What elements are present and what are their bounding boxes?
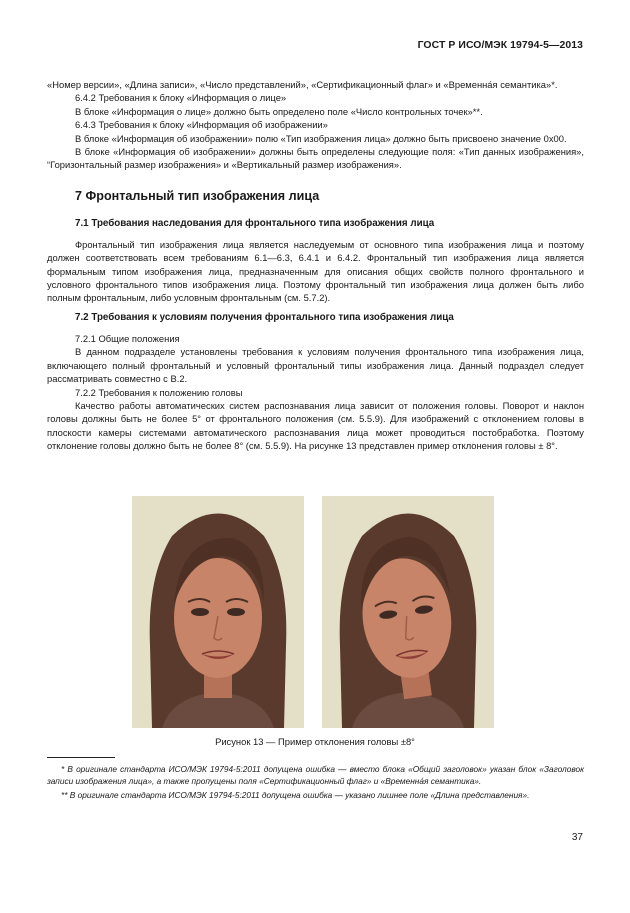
footnotes <box>47 763 584 803</box>
paragraph: В данном подразделе установлены требования к условиям получения фронтального типа изображения лица, включающего полный фронтальный и условный фронтальный типы изображения лица. Данный подраздел следует рассматривать совместно с В.2. <box>47 346 584 385</box>
subsection-7-1-heading: 7.1 Требования наследования для фронтального типа изображения лица <box>75 217 435 229</box>
face-photo-right-illustration <box>322 496 494 728</box>
face-photo-left-illustration <box>132 496 304 728</box>
footnote-1: * В оригинале стандарта ИСО/МЭК 19794-5:2011 допущена ошибка — вместо блока «Общий заголовок» указан блок «Заголовок записи изображения лица», а также пропущены поля «Сертификационный флаг» и «Временна́я семантика». <box>47 764 584 786</box>
footnote-separator <box>47 757 115 758</box>
paragraph: В блоке «Информация об изображении» полю «Тип изображения лица» должно быть присвоено значение 0x00. <box>75 132 567 144</box>
clause-6-4-2-title: 6.4.2 Требования к блоку «Информация о лице» <box>75 92 287 104</box>
section-7-heading: 7 Фронтальный тип изображения лица <box>75 188 320 203</box>
running-header: ГОСТ Р ИСО/МЭК 19794-5—2013 <box>417 40 583 51</box>
clause-7-2-1-title: 7.2.1 Общие положения <box>75 332 180 344</box>
clause-6-4-3-title: 6.4.3 Требования к блоку «Информация об изображении» <box>75 119 328 131</box>
page-number: 37 <box>571 832 583 843</box>
paragraph: Качество работы автоматических систем распознавания лица зависит от положения головы. Поворот и наклон головы должны быть не более 5° от фронтального положения (см. 5.5.9). Для изображений с отклонением головы в плоскости камеры системами автоматического распознавания лица может проводиться постобработка. Поэтому отклонение головы должно быть не более 8° (см. 5.5.9). На рисунке 13 представлен пример отклонения головы ± 8°. <box>47 399 584 452</box>
paragraph: Фронтальный тип изображения лица является наследуемым от основного типа изображения лица и поэтому должен соответствовать всем требованиям 6.1—6.3, 6.4.1 и 6.4.2. Фронтальный тип изображения лица является формальным типом изображения лица, предназначенным для описания общих свойств полного фронтального и условного фронтального типов изображения лица. Поэтому фронтальный тип изображения лица должен быть либо полным фронтальным, либо условным фронтальным (см. 5.7.2). <box>47 238 584 304</box>
body-text <box>47 78 584 453</box>
face-photo-left <box>132 496 304 728</box>
subsection-7-2-heading: 7.2 Требования к условиям получения фронтального типа изображения лица <box>75 311 454 323</box>
figure-caption: Рисунок 13 — Пример отклонения головы ±8° <box>215 736 415 747</box>
paragraph: В блоке «Информация о лице» должно быть определено поле «Число контрольных точек»**. <box>75 105 483 117</box>
face-photo-right <box>322 496 494 728</box>
paragraph: В блоке «Информация об изображении» должны быть определены следующие поля: «Тип данных изображения», “Горизонтальный размер изображения» и «Вертикальный размер изображения». <box>47 146 584 171</box>
paragraph-continuation: «Номер версии», «Длина записи», «Число представлений», «Сертификационный флаг» и «Временна́я семантика»*. <box>47 79 558 90</box>
figure-13 <box>132 496 494 728</box>
footnote-2: ** В оригинале стандарта ИСО/МЭК 19794-5:2011 допущена ошибка — указано лишнее поле «Длина представления». <box>61 790 530 800</box>
clause-7-2-2-title: 7.2.2 Требования к положению головы <box>75 386 243 398</box>
